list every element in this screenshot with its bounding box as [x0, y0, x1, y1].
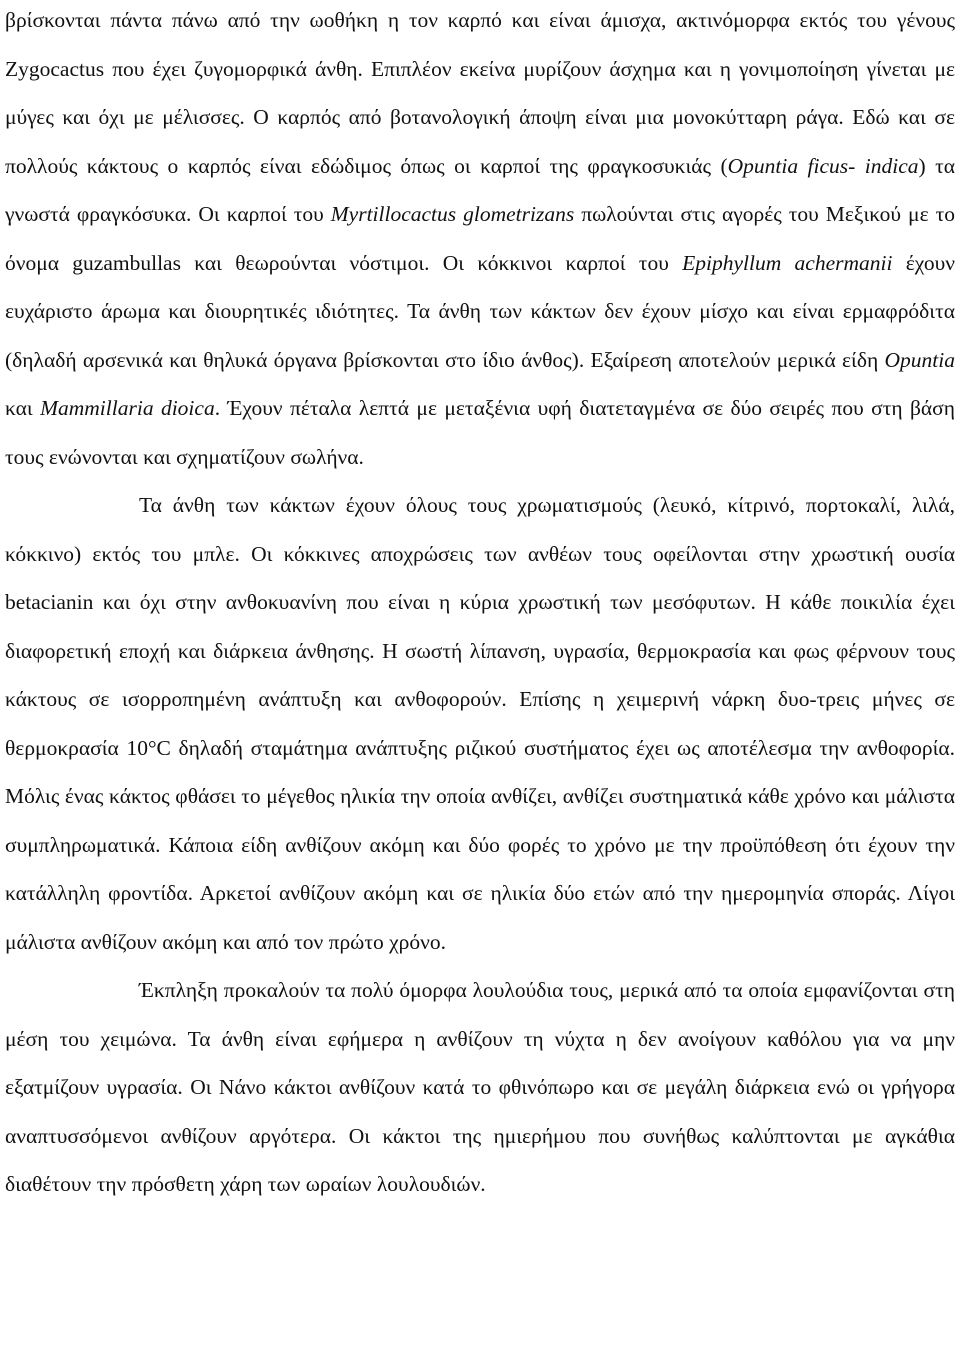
text-run: ) τα γνωστά φραγκόσυκα. Οι καρποί του: [5, 153, 955, 226]
species-name: Epiphyllum achermanii: [682, 250, 893, 275]
species-name: Opuntia ficus- indica: [727, 153, 919, 178]
text-run: . Έχουν πέταλα λεπτά με μεταξένια υφή διατεταγμένα σε δύο σειρές που στη βάση τους ενώνονται και σχηματίζουν σωλήνα.: [5, 396, 956, 469]
species-name: Mammillaria dioica: [40, 396, 215, 420]
species-name: Myrtillocactus glometrizans: [330, 202, 575, 226]
text-run: και: [5, 396, 41, 420]
text-run: έχουν ευχάριστο άρωμα και διουρητικές ιδιότητες. Τα άνθη των κάκτων δεν έχουν μίσχο και είναι ερμαφρόδιτα (δηλαδή αρσενικά και θηλυκά όργανα βρίσκονται στο ίδιο άνθος). Εξαίρεση αποτελούν μερικά είδη: [5, 250, 955, 372]
text-run: Έκπληξη προκαλούν τα πολύ όμορφα λουλούδια τους, μερικά από τα οποία εμφανίζονται στη μέση του χειμώνα. Τα άνθη είναι εφήμερα η ανθίζουν τη νύχτα η δεν ανοίγουν καθόλου για να μην εξατμίζουν υγρασία. Οι Νάνο κάκτοι ανθίζουν κατά το φθινόπωρο και σε μεγάλη διάρκεια ενώ οι γρήγορα αναπτυσσόμενοι ανθίζουν αργότερα. Οι κάκτοι της ημιερήμου που συνήθως καλύπτονται με αγκάθια διαθέτουν την πρόσθετη χάρη των ωραίων λουλουδιών.: [5, 978, 955, 1196]
genus-name: Opuntia: [884, 347, 955, 372]
paragraph-winter-flowering: [5, 966, 955, 1209]
text-run: Τα άνθη των κάκτων έχουν όλους τους χρωματισμούς (λευκό, κίτρινό, πορτοκαλί, λιλά, κόκκινο) εκτός του μπλε. Οι κόκκινες αποχρώσεις των ανθέων τους οφείλονται στην χρωστική ουσία betacianin και όχι στην ανθοκυανίνη που είναι η κύρια χρωστική των μεσόφυτων. Η κάθε ποικιλία έχει διαφορετική εποχή και διάρκεια άνθησης. Η σωστή λίπανση, υγρασία, θερμοκρασία και φως φέρνουν τους κάκτους σε ισορροπημένη ανάπτυξη και ανθοφορούν. Επίσης η χειμερινή νάρκη δυο-τρεις μήνες σε θερμοκρασία 10°C δηλαδή σταμάτημα ανάπτυξης ριζικού συστήματος έχει ως αποτέλεσμα την ανθοφορία. Μόλις ένας κάκτος φθάσει το μέγεθος ηλικία την οποία ανθίζει, ανθίζει συστηματικά κάθε χρόνο και μάλιστα συμπληρωματικά. Κάποια είδη ανθίζουν ακόμη και δύο φορές το χρόνο με την προϋπόθεση ότι έχουν την κατάλληλη φροντίδα. Αρκετοί ανθίζουν ακόμη και σε ηλικία δύο ετών από την ημερομηνία σποράς. Λίγοι μάλιστα ανθίζουν ακόμη και από τον πρώτο χρόνο.: [5, 493, 955, 954]
paragraph-fruits-and-flowers: [5, 0, 955, 481]
document-page: [5, 0, 955, 1209]
paragraph-flower-colors: [5, 481, 955, 966]
text-run: βρίσκονται πάντα πάνω από την ωοθήκη η τον καρπό και είναι άμισχα, ακτινόμορφα εκτός του γένους Zygocactus που έχει ζυγομορφικά άνθη. Επιπλέον εκείνα μυρίζουν άσχημα και η γονιμοποίηση γίνεται με μύγες και όχι με μέλισσες. Ο καρπός από βοτανολογική άποψη είναι μια μονοκύτταρη ράγα. Εδώ και σε πολλούς κάκτους ο καρπός είναι εδώδιμος όπως οι καρποί της φραγκοσυκιάς (: [5, 8, 955, 178]
text-run: πωλούνται στις αγορές του Μεξικού με το όνομα guzambullas και θεωρούνται νόστιμοι. Οι κόκκινοι καρποί του: [5, 202, 955, 275]
